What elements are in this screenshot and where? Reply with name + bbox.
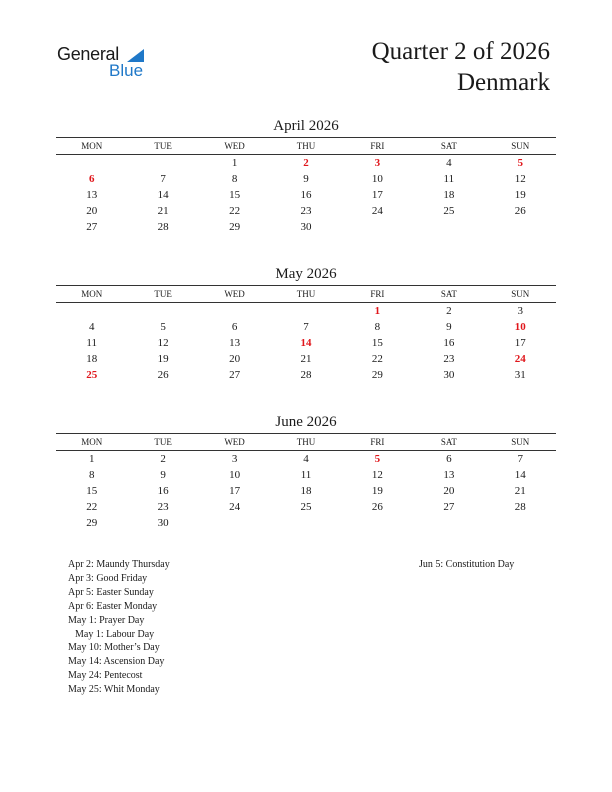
holiday-item: Jun 5: Constitution Day bbox=[419, 559, 515, 570]
day-cell: 24 bbox=[371, 205, 383, 217]
day-cell: 4 bbox=[446, 157, 452, 169]
day-grid bbox=[56, 303, 556, 383]
month-title: May 2026 bbox=[275, 266, 337, 282]
day-cell: 7 bbox=[303, 321, 309, 333]
day-cell: 4 bbox=[88, 321, 95, 333]
day-cell: 3 bbox=[231, 453, 238, 465]
holiday-day-cell: 24 bbox=[514, 353, 526, 365]
day-cell: 21 bbox=[514, 485, 526, 497]
day-cell: 25 bbox=[443, 205, 455, 217]
day-cell: 16 bbox=[443, 337, 455, 349]
day-cell: 19 bbox=[514, 189, 526, 201]
day-cell: 13 bbox=[229, 337, 241, 349]
weekday-header bbox=[56, 137, 556, 155]
month-title: April 2026 bbox=[273, 118, 339, 134]
day-cell: 9 bbox=[303, 173, 309, 185]
day-cell: 27 bbox=[86, 221, 98, 233]
day-cell: 17 bbox=[229, 485, 241, 497]
day-cell: 20 bbox=[86, 205, 98, 217]
day-cell: 19 bbox=[371, 485, 383, 497]
holiday-item: May 1: Prayer Day bbox=[68, 614, 145, 626]
holiday-day-cell: 10 bbox=[514, 321, 526, 333]
day-cell: 22 bbox=[229, 205, 241, 217]
weekday-label: WED bbox=[224, 437, 245, 447]
day-cell: 29 bbox=[86, 517, 98, 529]
holiday-day-cell: 25 bbox=[86, 369, 98, 381]
day-cell: 11 bbox=[86, 337, 97, 349]
day-cell: 20 bbox=[443, 485, 455, 497]
day-cell: 15 bbox=[371, 337, 383, 349]
title-quarter: Quarter 2 of 2026 bbox=[371, 38, 550, 65]
day-cell: 11 bbox=[300, 469, 312, 481]
day-cell: 7 bbox=[517, 453, 524, 465]
day-grid bbox=[56, 155, 556, 235]
day-cell: 19 bbox=[157, 353, 169, 365]
weekday-header bbox=[56, 433, 556, 451]
day-cell: 4 bbox=[303, 453, 309, 465]
weekday-label: FRI bbox=[370, 141, 385, 151]
weekday-label: THU bbox=[296, 141, 316, 151]
day-cell: 28 bbox=[157, 221, 169, 233]
day-cell: 28 bbox=[514, 501, 526, 513]
day-cell: 9 bbox=[446, 321, 452, 333]
day-cell: 25 bbox=[300, 501, 312, 513]
empty-day-cell bbox=[270, 303, 341, 319]
empty-day-cell bbox=[56, 303, 127, 319]
day-cell: 17 bbox=[514, 337, 526, 349]
day-cell: 13 bbox=[443, 469, 455, 481]
holiday-item: May 1: Labour Day bbox=[75, 628, 155, 640]
holiday-day-cell: 2 bbox=[303, 157, 309, 169]
logo-general-text: General bbox=[57, 44, 119, 64]
day-cell: 8 bbox=[231, 173, 238, 185]
weekday-label: THU bbox=[296, 437, 316, 447]
day-cell: 11 bbox=[443, 173, 455, 185]
day-cell: 5 bbox=[160, 321, 166, 333]
day-cell: 23 bbox=[443, 353, 455, 365]
day-cell: 23 bbox=[157, 501, 169, 513]
holiday-item: Apr 2: Maundy Thursday bbox=[68, 559, 170, 570]
weekday-label: TUE bbox=[154, 141, 172, 151]
day-cell: 14 bbox=[514, 469, 526, 481]
weekday-header bbox=[56, 285, 556, 303]
holiday-list-left bbox=[68, 558, 170, 697]
weekday-label: THU bbox=[296, 289, 316, 299]
weekday-label: TUE bbox=[154, 437, 172, 447]
day-cell: 18 bbox=[300, 485, 312, 497]
day-cell: 24 bbox=[229, 501, 241, 513]
day-cell: 15 bbox=[229, 189, 241, 201]
day-cell: 20 bbox=[229, 353, 241, 365]
empty-day-cell bbox=[127, 303, 198, 319]
weekday-label: FRI bbox=[370, 289, 385, 299]
day-cell: 6 bbox=[446, 453, 452, 465]
day-cell: 16 bbox=[300, 189, 312, 201]
weekday-label: WED bbox=[224, 141, 245, 151]
day-cell: 18 bbox=[86, 353, 98, 365]
weekday-label: SUN bbox=[511, 289, 530, 299]
day-cell: 30 bbox=[443, 369, 455, 381]
weekday-label: MON bbox=[81, 289, 103, 299]
logo-blue-text: Blue bbox=[109, 61, 144, 80]
day-cell: 12 bbox=[514, 173, 526, 185]
day-cell: 16 bbox=[157, 485, 169, 497]
day-cell: 27 bbox=[443, 501, 455, 513]
day-cell: 30 bbox=[300, 221, 312, 233]
day-cell: 10 bbox=[371, 173, 383, 185]
day-cell: 6 bbox=[231, 321, 238, 333]
day-cell: 10 bbox=[229, 469, 241, 481]
day-cell: 8 bbox=[88, 469, 95, 481]
weekday-label: TUE bbox=[154, 289, 172, 299]
holiday-item: Apr 6: Easter Monday bbox=[68, 600, 158, 612]
weekday-label: WED bbox=[224, 289, 245, 299]
day-cell: 2 bbox=[446, 305, 452, 317]
holiday-item: May 25: Whit Monday bbox=[68, 684, 160, 696]
day-cell: 15 bbox=[86, 485, 98, 497]
day-cell: 13 bbox=[86, 189, 98, 201]
holiday-day-cell: 14 bbox=[300, 337, 312, 349]
day-cell: 28 bbox=[300, 369, 312, 381]
weekday-label: SAT bbox=[440, 437, 457, 447]
page-title bbox=[372, 36, 550, 98]
month-april bbox=[56, 116, 556, 235]
day-cell: 17 bbox=[371, 189, 383, 201]
weekday-label: SAT bbox=[440, 289, 457, 299]
day-cell: 3 bbox=[517, 305, 524, 317]
holiday-item: May 24: Pentecost bbox=[68, 670, 143, 682]
holiday-item: Apr 5: Easter Sunday bbox=[68, 586, 154, 598]
day-cell: 2 bbox=[160, 453, 166, 465]
title-country: Denmark bbox=[456, 69, 550, 96]
weekday-label: FRI bbox=[370, 437, 385, 447]
day-cell: 1 bbox=[88, 453, 95, 465]
day-cell: 12 bbox=[157, 337, 169, 349]
day-cell: 1 bbox=[231, 157, 238, 169]
day-cell: 22 bbox=[86, 501, 98, 513]
day-cell: 27 bbox=[229, 369, 241, 381]
month-may bbox=[56, 264, 556, 383]
day-cell: 8 bbox=[374, 321, 381, 333]
day-cell: 23 bbox=[300, 205, 312, 217]
weekday-label: MON bbox=[81, 437, 103, 447]
day-cell: 31 bbox=[514, 369, 526, 381]
day-cell: 21 bbox=[300, 353, 312, 365]
holiday-item: May 10: Mother’s Day bbox=[68, 642, 160, 654]
holiday-day-cell: 5 bbox=[374, 453, 381, 465]
empty-day-cell bbox=[56, 155, 127, 171]
day-cell: 7 bbox=[160, 173, 166, 185]
holiday-day-cell: 3 bbox=[374, 157, 381, 169]
weekday-label: SAT bbox=[440, 141, 457, 151]
day-cell: 14 bbox=[157, 189, 169, 201]
weekday-label: MON bbox=[81, 141, 103, 151]
day-cell: 29 bbox=[229, 221, 241, 233]
holiday-list-right bbox=[419, 558, 514, 572]
empty-day-cell bbox=[127, 155, 198, 171]
day-cell: 18 bbox=[443, 189, 455, 201]
day-cell: 9 bbox=[160, 469, 166, 481]
holiday-day-cell: 6 bbox=[88, 173, 95, 185]
day-cell: 30 bbox=[157, 517, 169, 529]
holiday-item: May 14: Ascension Day bbox=[68, 656, 165, 668]
day-cell: 29 bbox=[371, 369, 383, 381]
holiday-item: Apr 3: Good Friday bbox=[68, 572, 148, 584]
weekday-label: SUN bbox=[511, 437, 530, 447]
generalblue-logo bbox=[57, 44, 144, 80]
day-cell: 26 bbox=[371, 501, 383, 513]
holiday-day-cell: 1 bbox=[374, 305, 381, 317]
holiday-day-cell: 5 bbox=[517, 157, 524, 169]
day-cell: 22 bbox=[371, 353, 383, 365]
day-cell: 26 bbox=[157, 369, 169, 381]
day-cell: 21 bbox=[157, 205, 169, 217]
month-title: June 2026 bbox=[275, 414, 337, 430]
day-cell: 26 bbox=[514, 205, 526, 217]
empty-day-cell bbox=[199, 303, 270, 319]
weekday-label: SUN bbox=[511, 141, 530, 151]
month-june bbox=[56, 412, 556, 531]
day-cell: 12 bbox=[371, 469, 383, 481]
day-grid bbox=[56, 451, 556, 531]
